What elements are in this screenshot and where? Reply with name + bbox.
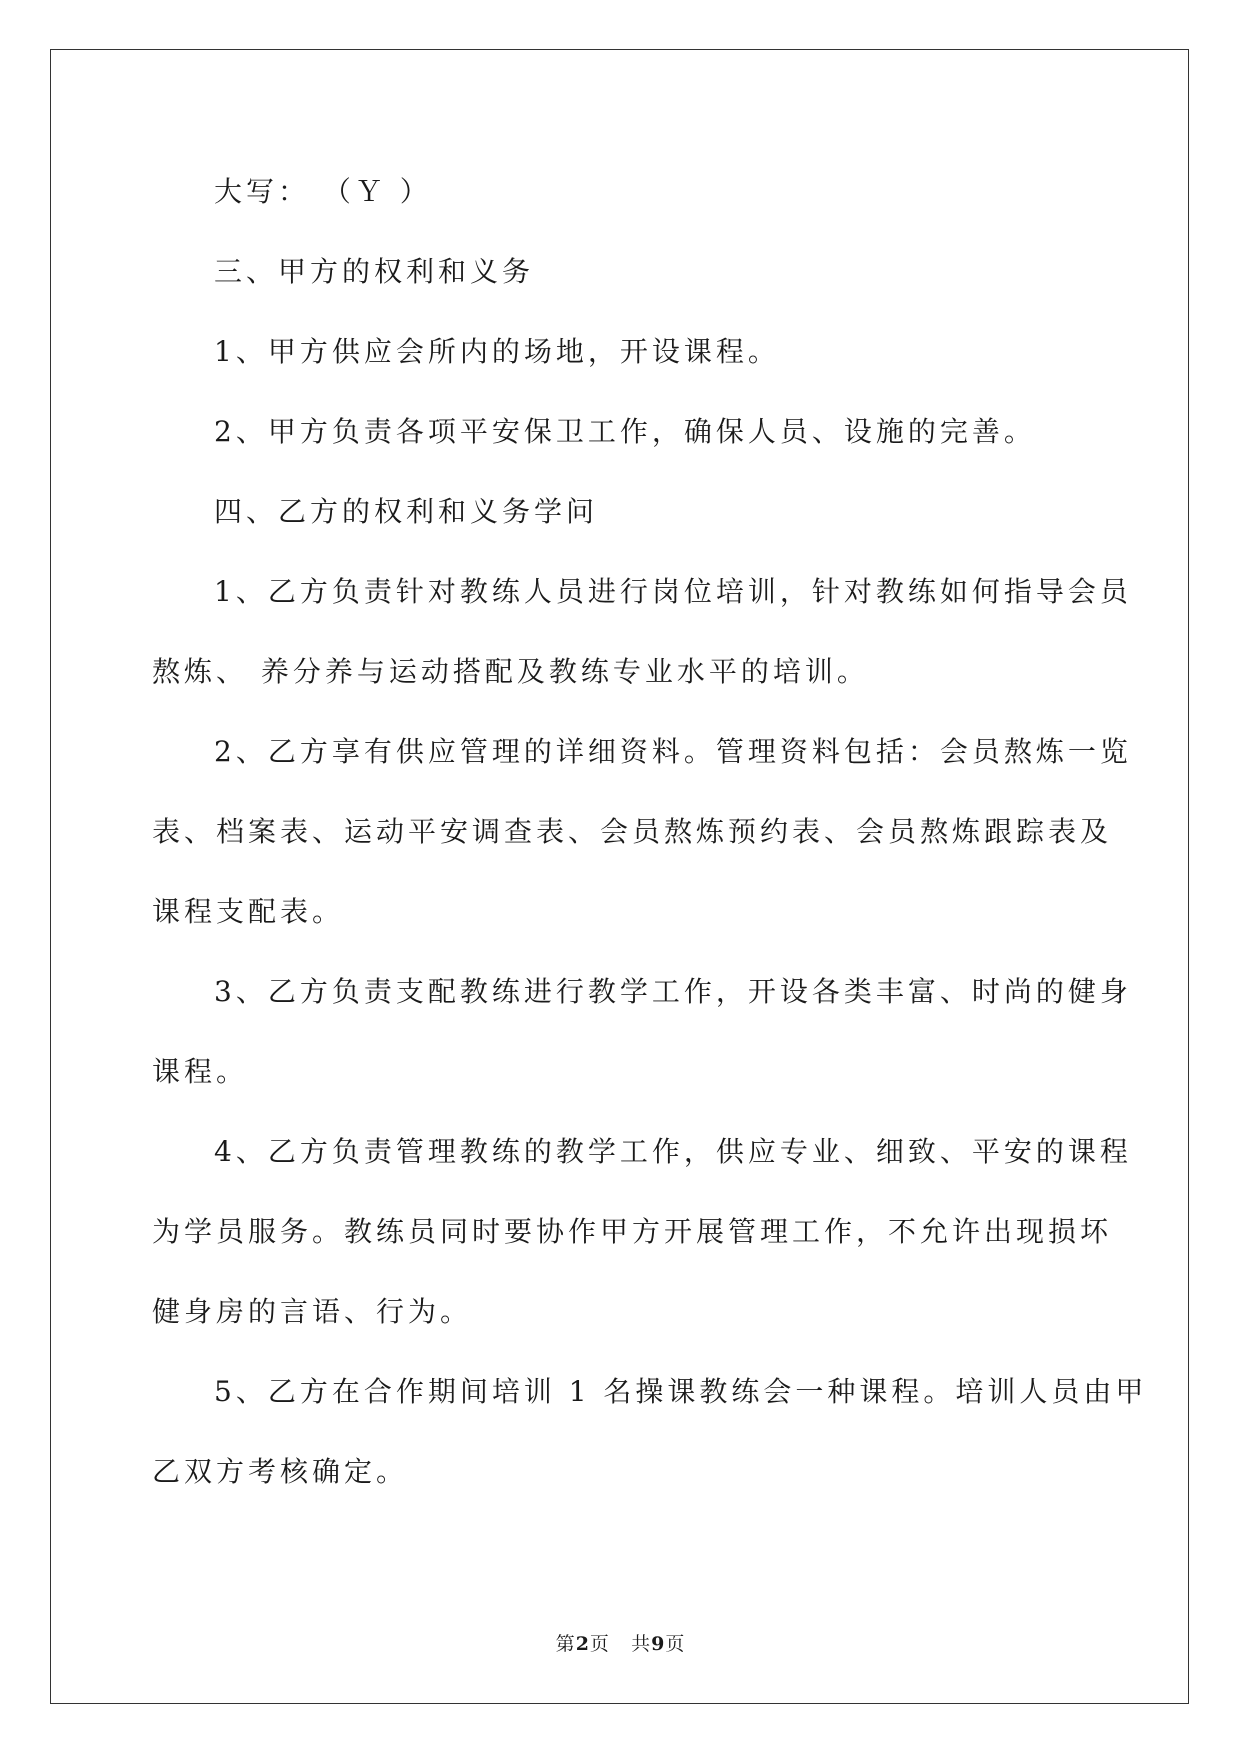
section-heading: 四、乙方的权利和义务学问 — [214, 495, 599, 528]
current-page-number: 2 — [575, 1633, 590, 1655]
text-line: 2、乙方享有供应管理的详细资料。管理资料包括：会员熬炼一览 — [214, 735, 1132, 768]
text-line: 1、甲方供应会所内的场地，开设课程。 — [214, 335, 780, 368]
text-line: 表、档案表、运动平安调查表、会员熬炼预约表、会员熬炼跟踪表及 — [152, 815, 1113, 848]
page-suffix: 页 — [589, 1633, 610, 1655]
total-page-number: 9 — [651, 1633, 666, 1655]
total-prefix: 共 — [631, 1633, 652, 1655]
text-line: 课程。 — [152, 1055, 249, 1088]
text-line: 乙双方考核确定。 — [152, 1455, 409, 1488]
text-line: 健身房的言语、行为。 — [152, 1295, 473, 1328]
text-line: 2、甲方负责各项平安保卫工作，确保人员、设施的完善。 — [214, 415, 1036, 448]
text-line: 为学员服务。教练员同时要协作甲方开展管理工作，不允许出现损坏 — [152, 1215, 1113, 1248]
page-footer — [0, 1632, 1241, 1656]
text-line: 大写： （Ｙ ） — [214, 175, 432, 208]
text-line: 熬炼、 养分养与运动搭配及教练专业水平的培训。 — [152, 655, 869, 688]
text-line: 1、乙方负责针对教练人员进行岗位培训，针对教练如何指导会员 — [214, 575, 1132, 608]
total-suffix: 页 — [665, 1633, 686, 1655]
text-line: 4、乙方负责管理教练的教学工作，供应专业、细致、平安的课程 — [214, 1135, 1132, 1168]
text-line: 3、乙方负责支配教练进行教学工作，开设各类丰富、时尚的健身 — [214, 975, 1132, 1008]
page-prefix: 第 — [555, 1633, 576, 1655]
text-line: 课程支配表。 — [152, 895, 345, 928]
text-line: 5、乙方在合作期间培训 1 名操课教练会一种课程。培训人员由甲 — [214, 1375, 1148, 1408]
section-heading: 三、甲方的权利和义务 — [214, 255, 535, 288]
